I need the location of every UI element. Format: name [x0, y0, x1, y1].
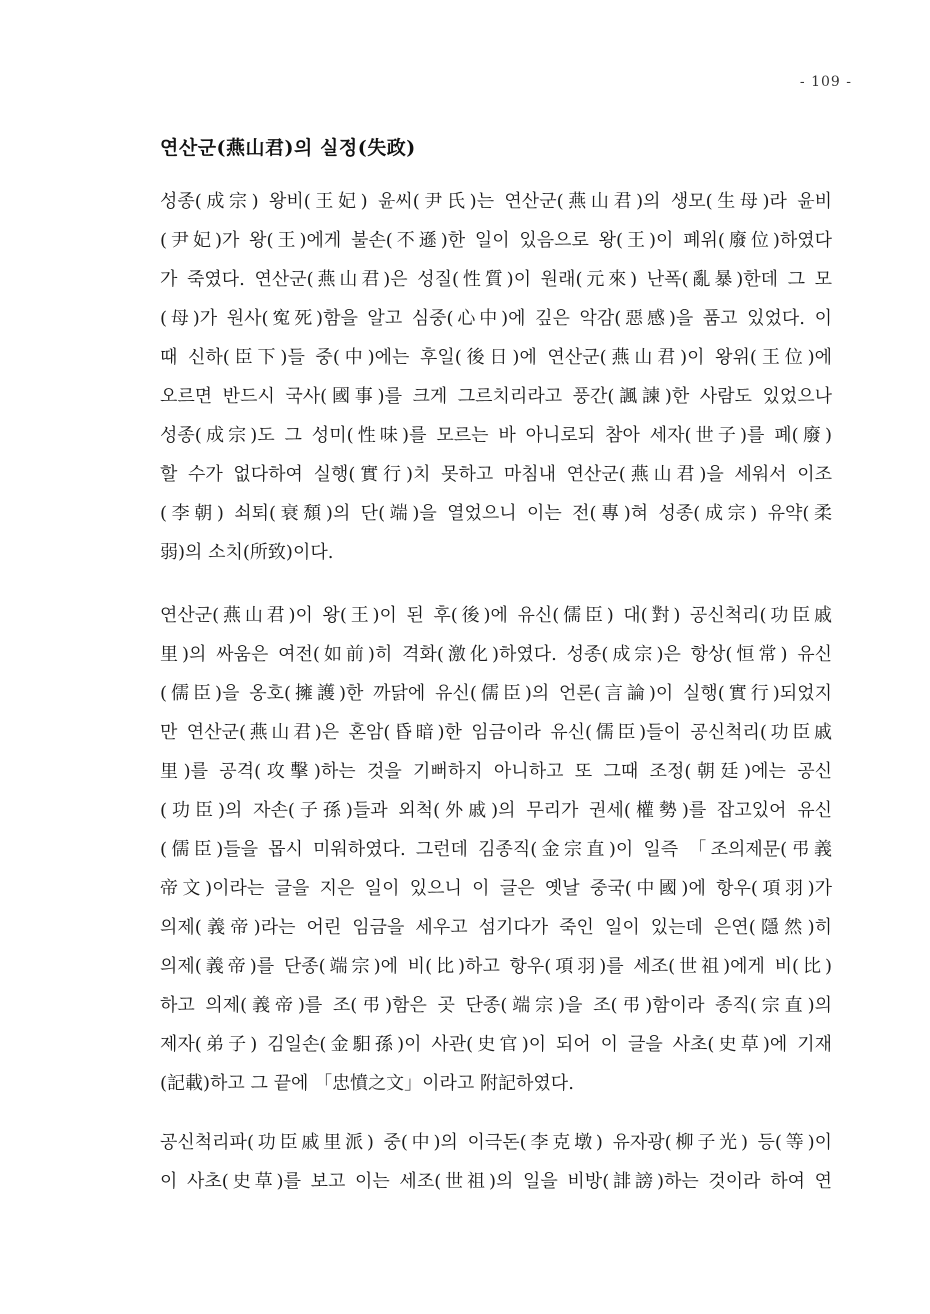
text-line: (尹妃)가 왕(王)에게 불손(不遜)한 일이 있음으로 왕(王)이 폐위(廢位)하였다 — [160, 230, 832, 251]
text-line: 가 죽였다. 연산군(燕山君)은 성질(性質)이 원래(元來) 난폭(亂暴)한데 그 모 — [160, 269, 832, 290]
text-line: 성종(成宗)도 그 성미(性味)를 모르는 바 아니로되 참아 세자(世子)를 폐(廢) — [160, 425, 832, 446]
text-line: 이 사초(史草)를 보고 이는 세조(世祖)의 일을 비방(誹謗)하는 것이라 하여 연 — [160, 1171, 832, 1192]
text-line: 연산군(燕山君)이 왕(王)이 된 후(後)에 유신(儒臣) 대(對) 공신척리(功臣戚 — [160, 605, 832, 626]
paragraph — [160, 596, 832, 1103]
text-line: 때 신하(臣下)들 중(中)에는 후일(後日)에 연산군(燕山君)이 왕위(王位)에 — [160, 347, 832, 368]
text-line: 하고 의제(義帝)를 조(弔)함은 곳 단종(端宗)을 조(弔)함이라 종직(宗直)의 — [160, 995, 832, 1016]
text-line: (儒臣)들을 몹시 미워하였다. 그런데 김종직(金宗直)이 일즉 「조의제문(弔義 — [160, 839, 832, 860]
text-line: 의제(義帝)라는 어린 임금을 세우고 섬기다가 죽인 일이 있는데 은연(隱然)히 — [160, 917, 832, 938]
paragraph — [160, 182, 832, 572]
text-line: (儒臣)을 옹호(擁護)한 까닭에 유신(儒臣)의 언론(言論)이 실행(實行)되었지 — [160, 683, 832, 704]
section-heading: 연산군(燕山君)의 실정(失政) — [160, 137, 416, 159]
paragraph — [160, 1123, 832, 1201]
text-line: 제자(弟子) 김일손(金馹孫)이 사관(史官)이 되어 이 글을 사초(史草)에 기재 — [160, 1034, 832, 1055]
text-line: (功臣)의 자손(子孫)들과 외척(外戚)의 무리가 권세(權勢)를 잡고있어 유신 — [160, 800, 832, 821]
text-line: 성종(成宗) 왕비(王妃) 윤씨(尹氏)는 연산군(燕山君)의 생모(生母)라 윤비 — [160, 191, 832, 212]
text-line: (母)가 원사(寃死)함을 알고 심중(心中)에 깊은 악감(惡感)을 품고 있었다. 이 — [160, 308, 832, 329]
text-line: 弱)의 소치(所致)이다. — [160, 542, 334, 563]
page-number: - 109 - — [799, 74, 852, 90]
text-line: 오르면 반드시 국사(國事)를 크게 그르치리라고 풍간(諷諫)한 사람도 있었으나 — [160, 386, 832, 407]
text-line: 의제(義帝)를 단종(端宗)에 비(比)하고 항우(項羽)를 세조(世祖)에게 비(比) — [160, 956, 832, 977]
text-line: 里)를 공격(攻擊)하는 것을 기뻐하지 아니하고 또 그때 조정(朝廷)에는 공신 — [160, 761, 832, 782]
text-line: (李朝) 쇠퇴(衰頹)의 단(端)을 열었으니 이는 전(專)혀 성종(成宗) 유약(柔 — [160, 503, 832, 524]
text-line: 帝文)이라는 글을 지은 일이 있으니 이 글은 옛날 중국(中國)에 항우(項羽)가 — [160, 878, 832, 899]
text-line: 里)의 싸움은 여전(如前)히 격화(激化)하였다. 성종(成宗)은 항상(恒常) 유신 — [160, 644, 832, 665]
text-line: 공신척리파(功臣戚里派) 중(中)의 이극돈(李克墩) 유자광(柳子光) 등(等)이 — [160, 1132, 832, 1153]
text-line: (記載)하고 그 끝에 「忠憤之文」이라고 附記하였다. — [160, 1073, 574, 1094]
text-line: 할 수가 없다하여 실행(實行)치 못하고 마침내 연산군(燕山君)을 세워서 이조 — [160, 464, 832, 485]
text-line: 만 연산군(燕山君)은 혼암(昏暗)한 임금이라 유신(儒臣)들이 공신척리(功臣戚 — [160, 722, 832, 743]
